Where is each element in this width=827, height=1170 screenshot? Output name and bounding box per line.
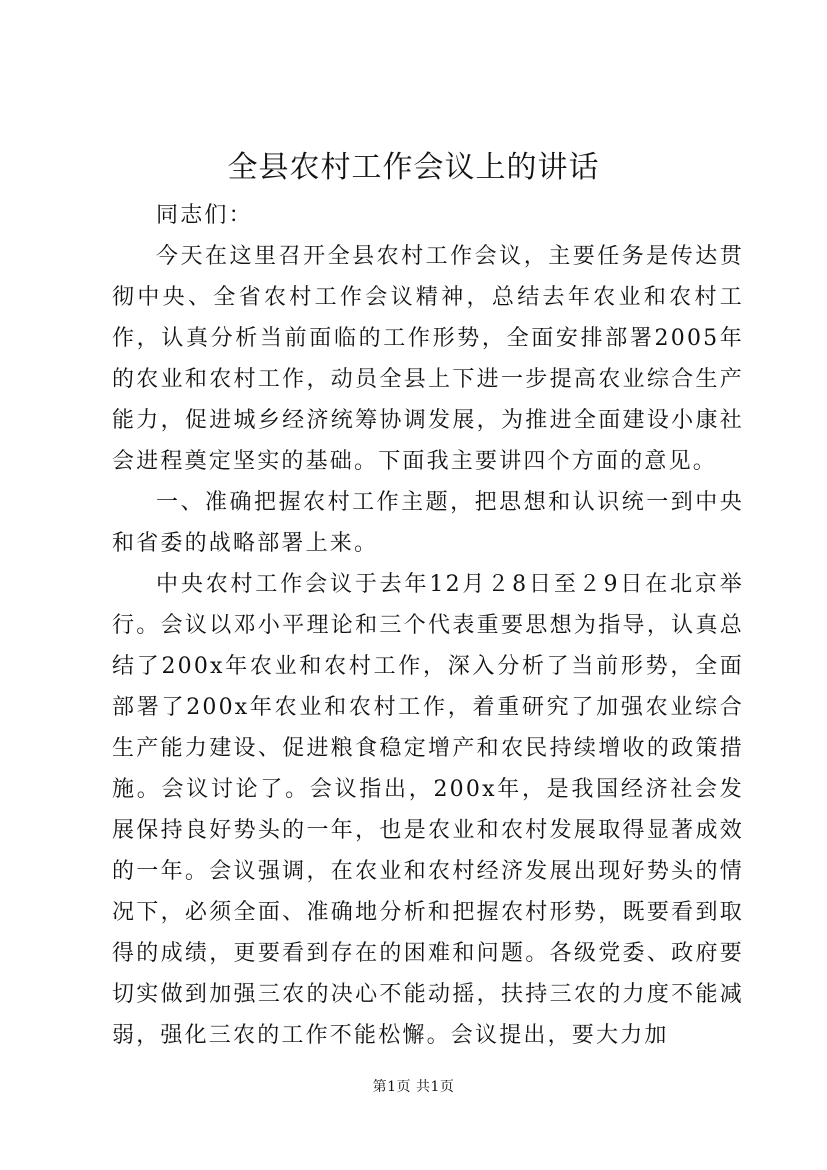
salutation-paragraph: 同志们： (156, 203, 253, 228)
document-body (112, 195, 744, 1056)
intro-paragraph: 今天在这里召开全县农村工作会议，主要任务是传达贯彻中央、全省农村工作会议精神，总结去年农业和农村工作，认真分析当前面临的工作形势，全面安排部署2005年的农业和农村工作，动员全县上下进一步提高农业综合生产能力，促进城乡经济统筹协调发展，为推进全面建设小康社会进程奠定坚实的基础。下面我主要讲四个方面的意见。 (112, 244, 744, 474)
page-number-footer: 第1页 共1页 (372, 1079, 455, 1095)
section-heading-paragraph: 一、准确把握农村工作主题，把思想和认识统一到中央和省委的战略部署上来。 (112, 490, 744, 556)
document-title: 全县农村工作会议上的讲话 (227, 150, 600, 185)
body-paragraph: 中央农村工作会议于去年12月２8日至２9日在北京举行。会议以邓小平理论和三个代表重要思想为指导，认真总结了200x年农业和农村工作，深入分析了当前形势，全面部署了200x年农业和农村工作，着重研究了加强农业综合生产能力建设、促进粮食稳定增产和农民持续增收的政策措施。会议讨论了。会议指出，200x年，是我国经济社会发展保持良好势头的一年，也是农业和农村发展取得显著成效的一年。会议强调，在农业和农村经济发展出现好势头的情况下，必须全面、准确地分析和把握农村形势，既要看到取得的成绩，更要看到存在的困难和问题。各级党委、政府要切实做到加强三农的决心不能动摇，扶持三农的力度不能减弱，强化三农的工作不能松懈。会议提出，要大力加 (112, 572, 744, 1048)
